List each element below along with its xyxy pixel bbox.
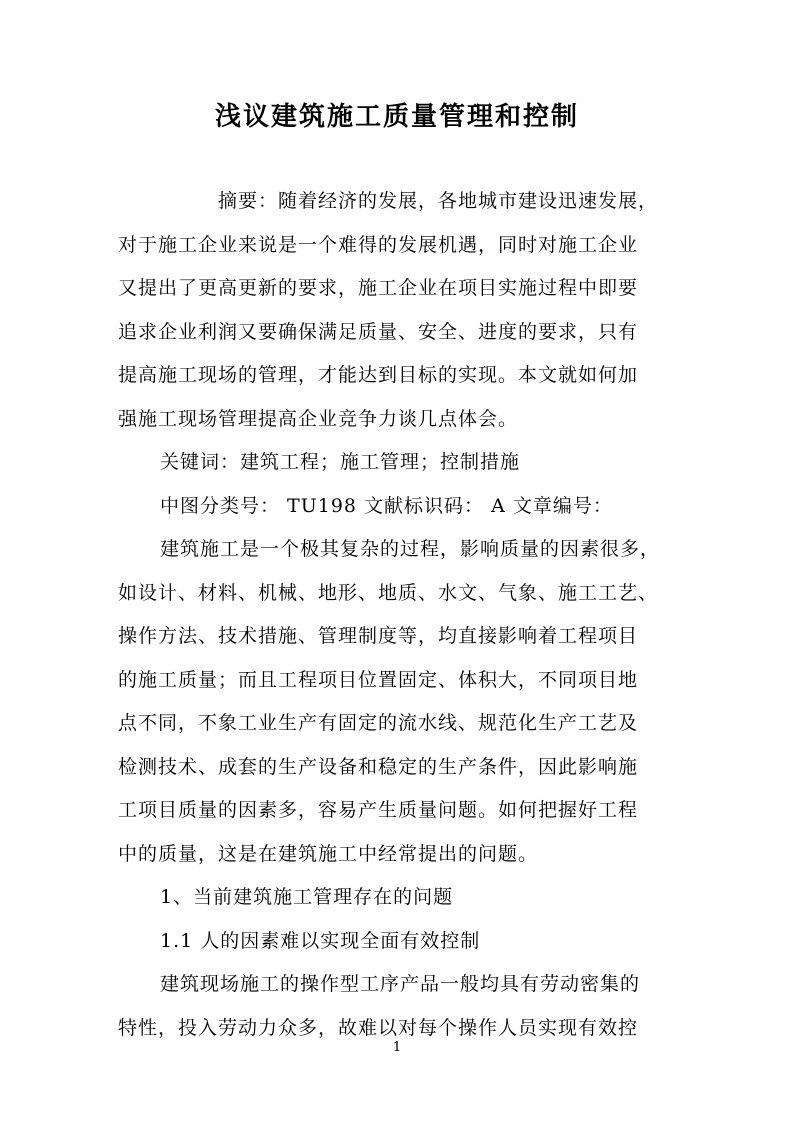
document-body [118, 180, 680, 1050]
paragraph-line-8: 中的质量，这是在建筑施工中经常提出的问题。 [118, 842, 539, 865]
paragraph-line-4: 的施工质量；而且工程项目位置固定、体积大，不同项目地 [118, 668, 639, 691]
paragraph-line-5: 点不同，不象工业生产有固定的流水线、规范化生产工艺及 [118, 712, 639, 734]
paragraph2-line-2: 特性，投入劳动力众多，故难以对每个操作人员实现有效控 [118, 1016, 639, 1039]
classification-line: 中图分类号： TU198 文献标识码： A 文章编号： [160, 494, 613, 517]
paragraph-line-3: 操作方法、技术措施、管理制度等，均直接影响着工程项目 [118, 625, 639, 647]
paragraph-line-1: 建筑施工是一个极其复杂的过程，影响质量的因素很多， [160, 538, 661, 560]
paragraph-line-7: 工项目质量的因素多，容易产生质量问题。如何把握好工程 [118, 799, 639, 821]
page-number: 1 [392, 1040, 402, 1055]
subsection-heading: 1.1 人的因素难以实现全面有效控制 [160, 929, 481, 952]
abstract-line-1: 摘要：随着经济的发展，各地城市建设迅速发展， [218, 190, 659, 212]
section-heading: 1、当前建筑施工管理存在的问题 [160, 886, 454, 908]
paragraph2-line-1: 建筑现场施工的操作型工序产品一般均具有劳动密集的 [160, 973, 641, 995]
document-title: 浅议建筑施工质量管理和控制 [214, 102, 579, 132]
abstract-line-3: 又提出了更高更新的要求，施工企业在项目实施过程中即要 [118, 277, 639, 299]
abstract-line-6: 强施工现场管理提高企业竞争力谈几点体会。 [118, 407, 519, 430]
abstract-line-5: 提高施工现场的管理，才能达到目标的实现。本文就如何加 [118, 364, 639, 386]
abstract-line-4: 追求企业利润又要确保满足质量、安全、进度的要求，只有 [118, 320, 639, 343]
paragraph-line-6: 检测技术、成套的生产设备和稳定的生产条件，因此影响施 [118, 755, 639, 778]
paragraph-line-2: 如设计、材料、机械、地形、地质、水文、气象、施工工艺、 [118, 581, 659, 604]
abstract-line-2: 对于施工企业来说是一个难得的发展机遇，同时对施工企业 [118, 233, 639, 256]
keywords-line: 关键词：建筑工程；施工管理；控制措施 [160, 451, 521, 473]
